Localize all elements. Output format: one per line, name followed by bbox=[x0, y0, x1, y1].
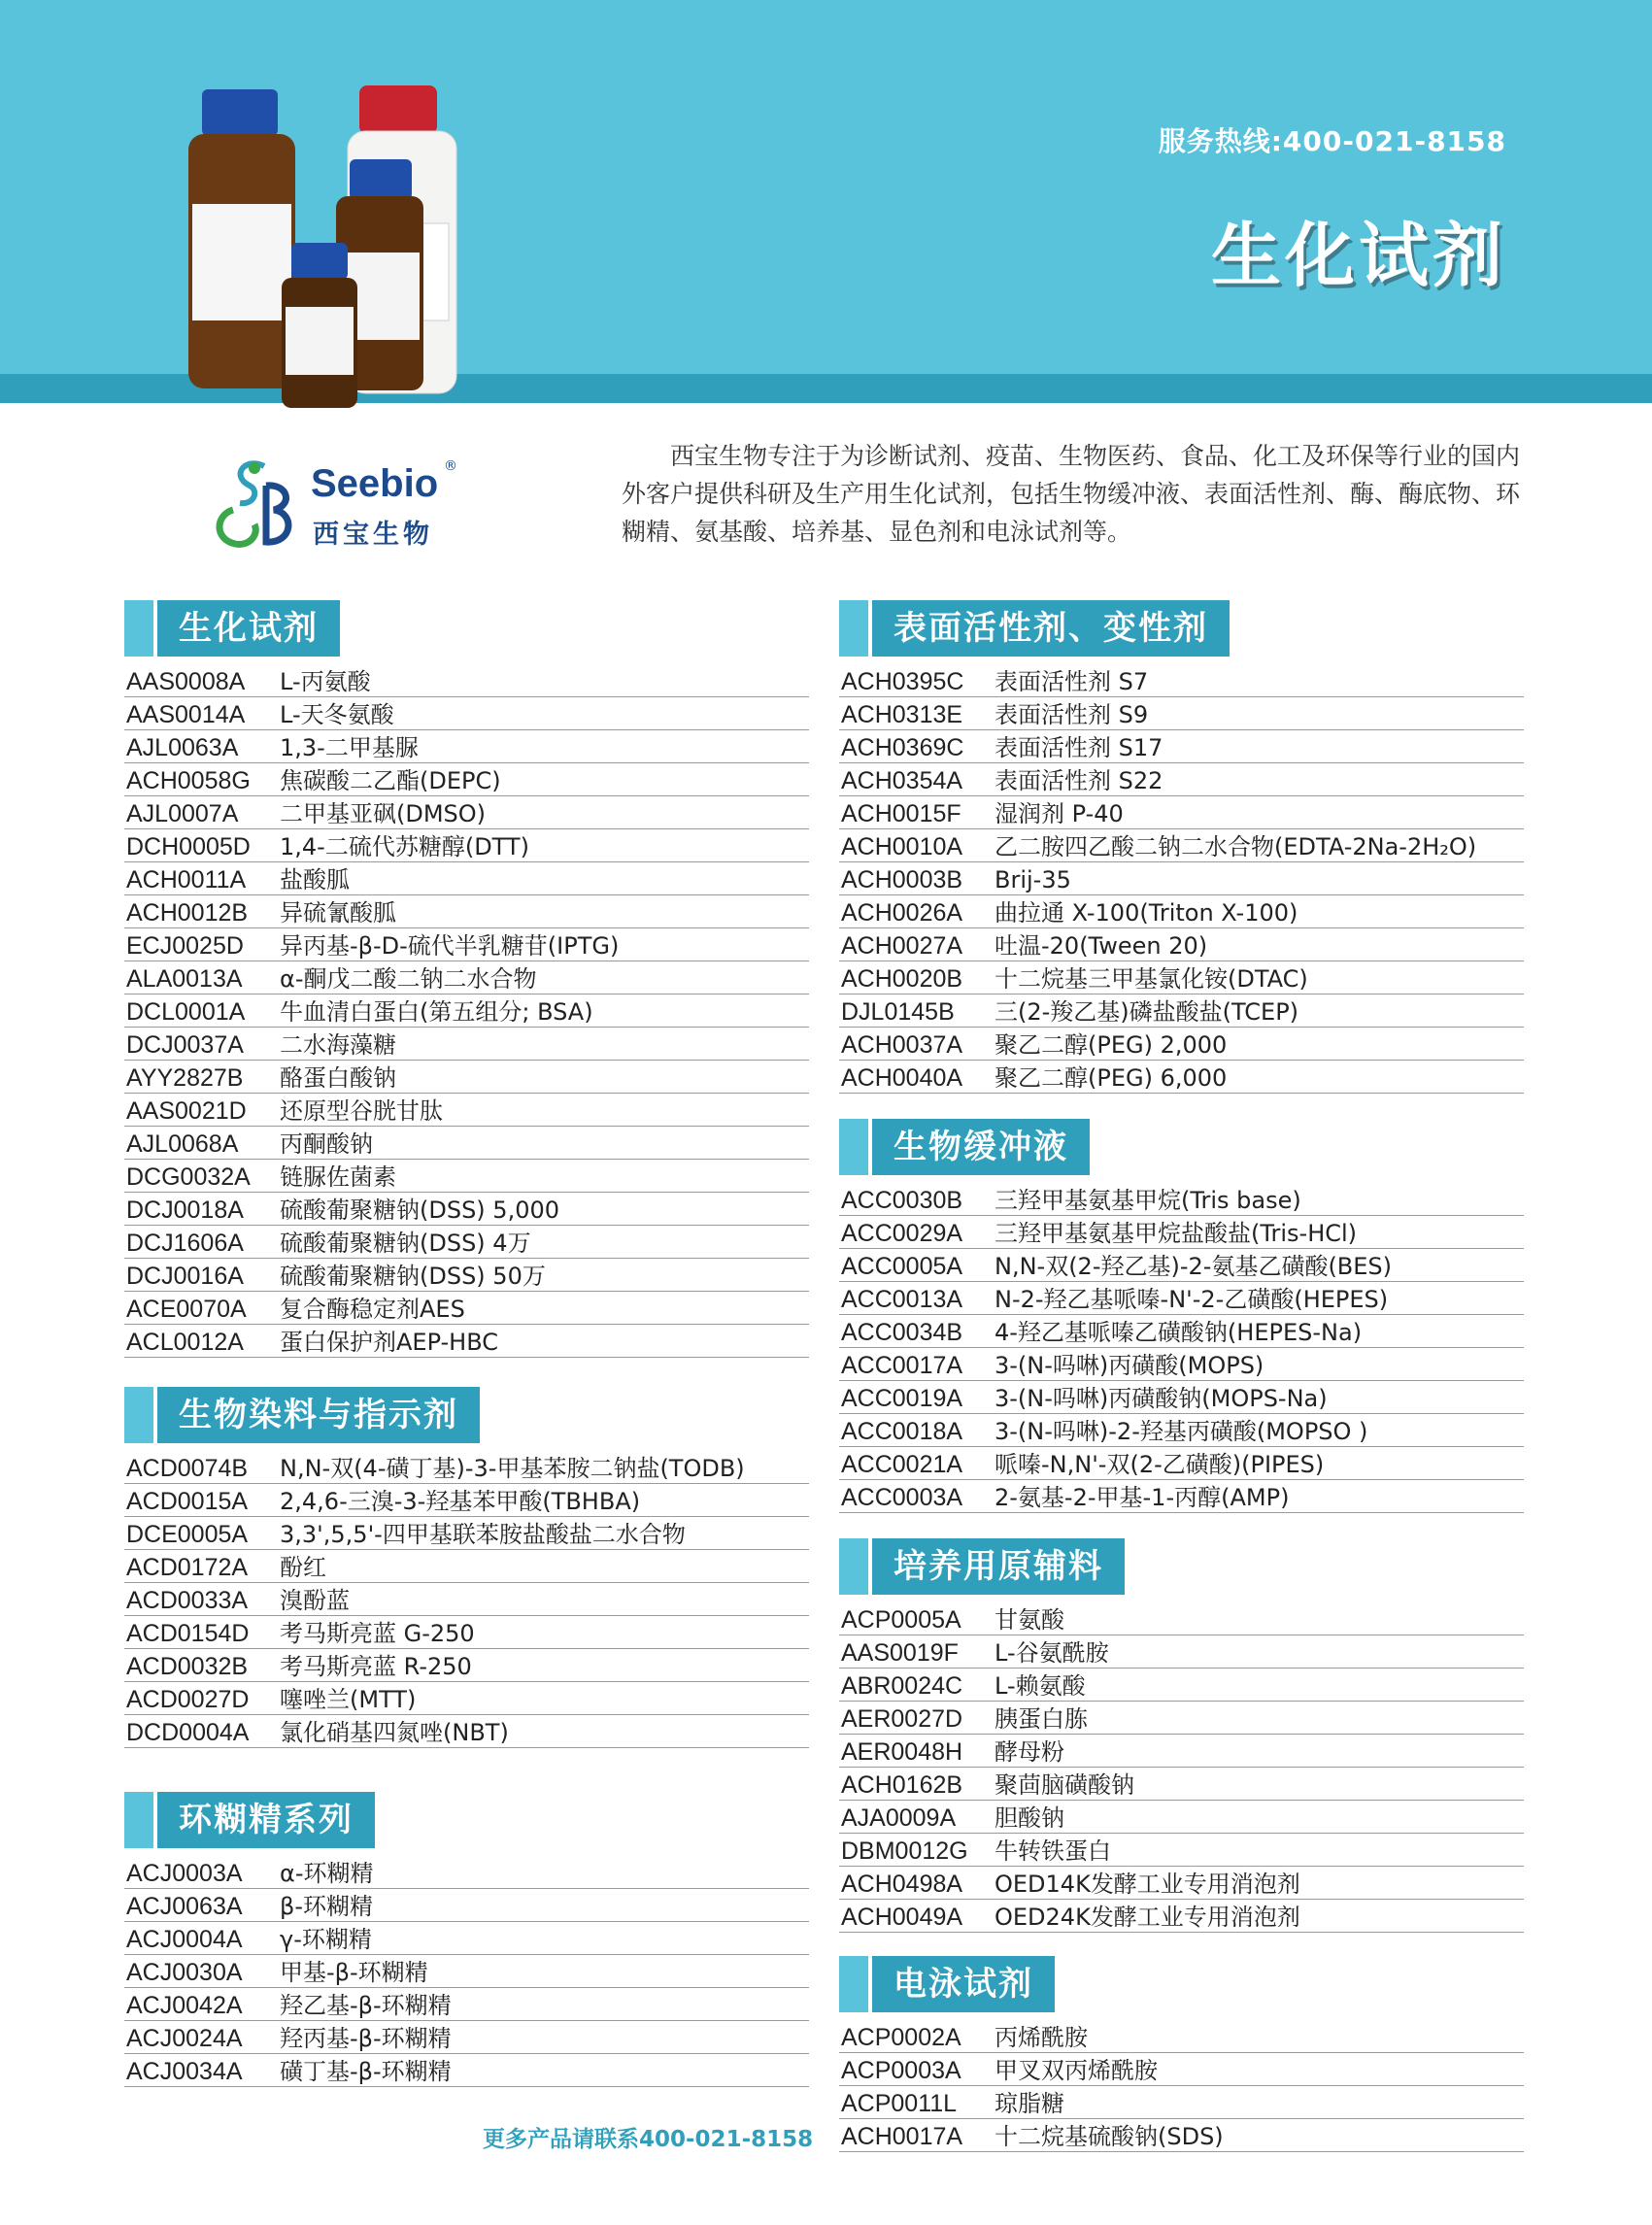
product-row bbox=[839, 1702, 1524, 1735]
section-culture-materials bbox=[839, 1538, 1524, 1933]
product-code: DJL0145B bbox=[841, 998, 955, 1026]
product-code: ACJ0004A bbox=[126, 1926, 243, 1953]
product-name: 焦碳酸二乙酯(DEPC) bbox=[280, 767, 501, 794]
page-title: 生化试剂 bbox=[1210, 215, 1506, 296]
section-accent bbox=[839, 1956, 868, 2012]
product-name: 表面活性剂 S7 bbox=[995, 668, 1149, 695]
product-row bbox=[839, 1414, 1524, 1447]
product-code: ACC0029A bbox=[841, 1220, 963, 1247]
product-name: 酪蛋白酸钠 bbox=[280, 1064, 396, 1092]
product-name: α-环糊精 bbox=[280, 1860, 374, 1887]
section-biochemical-reagents bbox=[124, 600, 809, 1358]
product-code: ACD0032B bbox=[126, 1653, 249, 1680]
product-row bbox=[839, 862, 1524, 895]
product-row bbox=[124, 664, 809, 697]
product-name: 噻唑兰(MTT) bbox=[280, 1686, 417, 1713]
product-row bbox=[124, 1517, 809, 1550]
product-name: 乙二胺四乙酸二钠二水合物(EDTA-2Na-2H₂O) bbox=[995, 833, 1477, 860]
product-code: ACH0040A bbox=[841, 1064, 963, 1092]
footer-contact-note: 更多产品请联系400-021-8158 bbox=[483, 2127, 814, 2152]
product-list bbox=[124, 664, 809, 1358]
product-code: ACH0012B bbox=[126, 899, 249, 927]
product-code: ACJ0063A bbox=[126, 1893, 243, 1920]
product-code: ALA0013A bbox=[126, 965, 243, 993]
product-code: DCE0005A bbox=[126, 1521, 249, 1548]
section-title: 培养用原辅料 bbox=[872, 1538, 1125, 1595]
product-code: ACJ0024A bbox=[126, 2025, 243, 2052]
section-header bbox=[839, 1538, 1524, 1595]
product-row bbox=[839, 1249, 1524, 1282]
product-name: L-天冬氨酸 bbox=[280, 701, 394, 728]
product-name: 考马斯亮蓝 R-250 bbox=[280, 1653, 472, 1680]
product-code: ACE0070A bbox=[126, 1296, 247, 1323]
product-code: ACH0026A bbox=[841, 899, 963, 927]
product-code: ACP0011L bbox=[841, 2090, 958, 2117]
product-row bbox=[124, 1292, 809, 1325]
section-surfactants-denaturants bbox=[839, 600, 1524, 1094]
product-name: 哌嗪-N,N'-双(2-乙磺酸)(PIPES) bbox=[995, 1451, 1325, 1478]
product-name: 链脲佐菌素 bbox=[280, 1163, 396, 1191]
product-code: DBM0012G bbox=[841, 1837, 968, 1865]
product-row bbox=[124, 1550, 809, 1583]
product-code: DCJ0016A bbox=[126, 1263, 244, 1290]
product-name: 表面活性剂 S17 bbox=[995, 734, 1163, 761]
product-row bbox=[124, 1583, 809, 1616]
product-code: ACD0027D bbox=[126, 1686, 250, 1713]
product-name: 酚红 bbox=[280, 1554, 326, 1581]
product-code: ACC0034B bbox=[841, 1319, 963, 1346]
product-code: ACC0030B bbox=[841, 1187, 963, 1214]
product-code: ACH0395C bbox=[841, 668, 964, 695]
product-name: 1,4-二硫代苏糖醇(DTT) bbox=[280, 833, 529, 860]
section-title: 生物染料与指示剂 bbox=[157, 1387, 480, 1443]
product-name: 异硫氰酸胍 bbox=[280, 899, 396, 927]
product-code: ACD0172A bbox=[126, 1554, 249, 1581]
product-code: AAS0008A bbox=[126, 668, 246, 695]
product-row bbox=[124, 1856, 809, 1889]
product-row bbox=[124, 1889, 809, 1922]
product-name: 3-(N-吗啉)-2-羟基丙磺酸(MOPSO ) bbox=[995, 1418, 1368, 1445]
product-code: ACH0010A bbox=[841, 833, 963, 860]
product-row bbox=[839, 1834, 1524, 1867]
section-accent bbox=[839, 1538, 868, 1595]
product-name: 丙烯酰胺 bbox=[995, 2024, 1088, 2051]
product-code: DCL0001A bbox=[126, 998, 246, 1026]
product-row bbox=[839, 1602, 1524, 1635]
service-hotline: 服务热线:400-021-8158 bbox=[1158, 125, 1506, 157]
product-name: 盐酸胍 bbox=[280, 866, 350, 893]
product-row bbox=[124, 763, 809, 796]
product-name: α-酮戊二酸二钠二水合物 bbox=[280, 965, 537, 993]
section-title: 电泳试剂 bbox=[872, 1956, 1055, 2012]
product-name: 甘氨酸 bbox=[995, 1606, 1064, 1634]
product-name: L-谷氨酰胺 bbox=[995, 1639, 1109, 1667]
product-name: 三(2-羧乙基)磷盐酸盐(TCEP) bbox=[995, 998, 1299, 1026]
product-name: β-环糊精 bbox=[280, 1893, 373, 1920]
product-row bbox=[839, 1061, 1524, 1094]
product-row bbox=[839, 1801, 1524, 1834]
product-code: ACD0015A bbox=[126, 1488, 249, 1515]
section-header bbox=[839, 1119, 1524, 1175]
product-name: 牛血清白蛋白(第五组分; BSA) bbox=[280, 998, 593, 1026]
product-row bbox=[839, 697, 1524, 730]
product-row bbox=[124, 961, 809, 995]
product-code: ACD0033A bbox=[126, 1587, 249, 1614]
product-code: ACP0002A bbox=[841, 2024, 961, 2051]
product-name: 曲拉通 X-100(Triton X-100) bbox=[995, 899, 1298, 927]
product-name: 三羟甲基氨基甲烷盐酸盐(Tris-HCl) bbox=[995, 1220, 1358, 1247]
product-code: AYY2827B bbox=[126, 1064, 244, 1092]
product-row bbox=[839, 796, 1524, 829]
product-row bbox=[839, 1315, 1524, 1348]
product-row bbox=[839, 763, 1524, 796]
product-name: 溴酚蓝 bbox=[280, 1587, 350, 1614]
product-row bbox=[839, 1900, 1524, 1933]
product-name: 硫酸葡聚糖钠(DSS) 5,000 bbox=[280, 1197, 560, 1224]
product-code: ACP0005A bbox=[841, 1606, 961, 1634]
product-row bbox=[124, 1484, 809, 1517]
section-title: 生物缓冲液 bbox=[872, 1119, 1090, 1175]
product-row bbox=[124, 796, 809, 829]
section-accent bbox=[839, 1119, 868, 1175]
product-row bbox=[839, 1635, 1524, 1669]
product-name: 胰蛋白胨 bbox=[995, 1705, 1088, 1733]
seebio-logo bbox=[206, 456, 458, 563]
product-row bbox=[124, 895, 809, 928]
intro-paragraph: 西宝生物专注于为诊断试剂、疫苗、生物医药、食品、化工及环保等行业的国内外客户提供科研及生产用生化试剂，包括生物缓冲液、表面活性剂、酶、酶底物、环糊精、氨基酸、培养基、显色剂和电泳试剂等。 bbox=[622, 442, 1521, 546]
product-name: OED24K发酵工业专用消泡剂 bbox=[995, 1904, 1300, 1931]
product-name: 3-(N-吗啉)丙磺酸钠(MOPS-Na) bbox=[995, 1385, 1328, 1412]
section-dyes-indicators bbox=[124, 1387, 809, 1748]
product-code: ABR0024C bbox=[841, 1672, 963, 1700]
product-name: 1,3-二甲基脲 bbox=[280, 734, 419, 761]
section-accent bbox=[839, 600, 868, 657]
product-name: 2-氨基-2-甲基-1-丙醇(AMP) bbox=[995, 1484, 1290, 1511]
product-row bbox=[124, 995, 809, 1028]
reagent-bottles-image bbox=[185, 78, 534, 418]
product-row bbox=[839, 829, 1524, 862]
product-name: 考马斯亮蓝 G-250 bbox=[280, 1620, 475, 1647]
product-row bbox=[839, 1381, 1524, 1414]
product-code: ACC0003A bbox=[841, 1484, 963, 1511]
product-name: 牛转铁蛋白 bbox=[995, 1837, 1111, 1865]
product-row bbox=[124, 1988, 809, 2021]
product-code: ACH0011A bbox=[126, 866, 247, 893]
product-code: ACC0019A bbox=[841, 1385, 963, 1412]
product-row bbox=[839, 1282, 1524, 1315]
product-name: 蛋白保护剂AEP-HBC bbox=[280, 1329, 499, 1356]
product-code: ACP0003A bbox=[841, 2057, 961, 2084]
product-name: 聚乙二醇(PEG) 2,000 bbox=[995, 1031, 1228, 1059]
product-name: 二甲基亚砜(DMSO) bbox=[280, 800, 487, 827]
product-code: AER0027D bbox=[841, 1705, 963, 1733]
product-name: OED14K发酵工业专用消泡剂 bbox=[995, 1871, 1300, 1898]
product-row bbox=[124, 1325, 809, 1358]
product-code: ACC0013A bbox=[841, 1286, 963, 1313]
product-code: AAS0021D bbox=[126, 1097, 247, 1125]
logo-text-cn: 西宝生物 bbox=[313, 520, 433, 550]
product-code: ACH0049A bbox=[841, 1904, 963, 1931]
product-code: ACJ0003A bbox=[126, 1860, 243, 1887]
product-name: 4-羟乙基哌嗪乙磺酸钠(HEPES-Na) bbox=[995, 1319, 1363, 1346]
product-code: DCD0004A bbox=[126, 1719, 250, 1746]
product-row bbox=[839, 2020, 1524, 2053]
product-name: 二水海藻糖 bbox=[280, 1031, 396, 1059]
product-code: AJA0009A bbox=[841, 1804, 957, 1832]
section-title: 环糊精系列 bbox=[157, 1792, 375, 1848]
logo-text-en: Seebio bbox=[311, 462, 439, 505]
product-row bbox=[839, 1216, 1524, 1249]
product-code: ECJ0025D bbox=[126, 932, 244, 960]
product-name: 琼脂糖 bbox=[995, 2090, 1064, 2117]
section-accent bbox=[124, 1792, 153, 1848]
product-name: 复合酶稳定剂AES bbox=[280, 1296, 465, 1323]
product-row bbox=[124, 2054, 809, 2087]
section-cyclodextrins bbox=[124, 1792, 809, 2087]
product-name: 磺丁基-β-环糊精 bbox=[280, 2058, 452, 2085]
product-row bbox=[124, 697, 809, 730]
section-header bbox=[839, 600, 1524, 657]
product-name: 十二烷基三甲基氯化铵(DTAC) bbox=[995, 965, 1308, 993]
product-code: AJL0063A bbox=[126, 734, 239, 761]
product-row bbox=[124, 928, 809, 961]
product-code: ACH0354A bbox=[841, 767, 963, 794]
product-list bbox=[839, 1183, 1524, 1513]
product-row bbox=[124, 1715, 809, 1748]
product-code: DCG0032A bbox=[126, 1163, 251, 1191]
product-row bbox=[839, 1867, 1524, 1900]
product-row bbox=[124, 1061, 809, 1094]
product-row bbox=[124, 1127, 809, 1160]
product-name: 硫酸葡聚糖钠(DSS) 50万 bbox=[280, 1263, 546, 1290]
product-code: AAS0014A bbox=[126, 701, 246, 728]
product-name: 聚乙二醇(PEG) 6,000 bbox=[995, 1064, 1228, 1092]
product-name: 吐温-20(Tween 20) bbox=[995, 932, 1208, 960]
product-row bbox=[124, 1616, 809, 1649]
product-code: ACH0058G bbox=[126, 767, 251, 794]
product-row bbox=[124, 1259, 809, 1292]
product-code: DCJ1606A bbox=[126, 1230, 244, 1257]
product-row bbox=[124, 1160, 809, 1193]
section-accent bbox=[124, 600, 153, 657]
product-name: L-丙氨酸 bbox=[280, 668, 371, 695]
product-name: 羟丙基-β-环糊精 bbox=[280, 2025, 452, 2052]
product-code: ACJ0042A bbox=[126, 1992, 243, 2019]
product-name: 硫酸葡聚糖钠(DSS) 4万 bbox=[280, 1230, 531, 1257]
product-code: AAS0019F bbox=[841, 1639, 959, 1667]
product-row bbox=[839, 1480, 1524, 1513]
product-name: 甲叉双丙烯酰胺 bbox=[995, 2057, 1158, 2084]
product-row bbox=[124, 1226, 809, 1259]
product-code: ACH0015F bbox=[841, 800, 961, 827]
product-name: N,N-双(4-磺丁基)-3-甲基苯胺二钠盐(TODB) bbox=[280, 1455, 745, 1482]
product-name: 氯化硝基四氮唑(NBT) bbox=[280, 1719, 509, 1746]
product-row bbox=[839, 1735, 1524, 1768]
product-name: 3-(N-吗啉)丙磺酸(MOPS) bbox=[995, 1352, 1264, 1379]
product-row bbox=[839, 2086, 1524, 2119]
product-code: ACC0021A bbox=[841, 1451, 963, 1478]
product-code: ACH0020B bbox=[841, 965, 963, 993]
product-code: ACH0313E bbox=[841, 701, 963, 728]
product-row bbox=[839, 664, 1524, 697]
product-row bbox=[124, 1193, 809, 1226]
product-name: 2,4,6-三溴-3-羟基苯甲酸(TBHBA) bbox=[280, 1488, 641, 1515]
section-biological-buffers bbox=[839, 1119, 1524, 1513]
product-code: ACJ0030A bbox=[126, 1959, 243, 1986]
product-name: Brij-35 bbox=[995, 866, 1071, 893]
product-row bbox=[839, 1028, 1524, 1061]
product-code: DCJ0037A bbox=[126, 1031, 244, 1059]
product-row bbox=[839, 2053, 1524, 2086]
product-name: N,N-双(2-羟乙基)-2-氨基乙磺酸(BES) bbox=[995, 1253, 1393, 1280]
product-code: ACC0017A bbox=[841, 1352, 963, 1379]
product-code: ACH0017A bbox=[841, 2123, 963, 2150]
product-row bbox=[839, 1669, 1524, 1702]
product-name: 十二烷基硫酸钠(SDS) bbox=[995, 2123, 1224, 2150]
product-row bbox=[839, 730, 1524, 763]
product-code: ACD0154D bbox=[126, 1620, 250, 1647]
product-name: 胆酸钠 bbox=[995, 1804, 1064, 1832]
product-name: 表面活性剂 S22 bbox=[995, 767, 1163, 794]
product-list bbox=[124, 1451, 809, 1748]
product-row bbox=[839, 961, 1524, 995]
product-code: ACH0369C bbox=[841, 734, 964, 761]
product-name: 羟乙基-β-环糊精 bbox=[280, 1992, 452, 2019]
product-name: 丙酮酸钠 bbox=[280, 1130, 373, 1158]
section-accent bbox=[124, 1387, 153, 1443]
product-row bbox=[124, 730, 809, 763]
section-title: 生化试剂 bbox=[157, 600, 340, 657]
product-row bbox=[839, 2119, 1524, 2152]
product-row bbox=[839, 928, 1524, 961]
product-list bbox=[839, 664, 1524, 1094]
section-electrophoresis-reagents bbox=[839, 1956, 1524, 2152]
product-list bbox=[124, 1856, 809, 2087]
product-list bbox=[839, 1602, 1524, 1933]
product-list bbox=[839, 2020, 1524, 2152]
product-name: 3,3',5,5'-四甲基联苯胺盐酸盐二水合物 bbox=[280, 1521, 686, 1548]
product-name: γ-环糊精 bbox=[280, 1926, 372, 1953]
product-row bbox=[124, 1451, 809, 1484]
logo-registered-mark: ® bbox=[444, 458, 457, 474]
section-header bbox=[839, 1956, 1524, 2012]
product-code: ACH0162B bbox=[841, 1771, 963, 1799]
product-name: 三羟甲基氨基甲烷(Tris base) bbox=[995, 1187, 1301, 1214]
product-row bbox=[124, 1028, 809, 1061]
section-title: 表面活性剂、变性剂 bbox=[872, 600, 1230, 657]
product-name: 湿润剂 P-40 bbox=[995, 800, 1124, 827]
product-name: 异丙基-β-D-硫代半乳糖苷(IPTG) bbox=[280, 932, 620, 960]
product-row bbox=[124, 1682, 809, 1715]
section-header bbox=[124, 600, 809, 657]
product-code: ACH0037A bbox=[841, 1031, 963, 1059]
product-row bbox=[839, 995, 1524, 1028]
section-header bbox=[124, 1387, 809, 1443]
product-row bbox=[839, 1183, 1524, 1216]
product-code: ACH0498A bbox=[841, 1871, 963, 1898]
product-row bbox=[839, 1768, 1524, 1801]
section-header bbox=[124, 1792, 809, 1848]
product-row bbox=[124, 1094, 809, 1127]
product-row bbox=[839, 1348, 1524, 1381]
product-name: 甲基-β-环糊精 bbox=[280, 1959, 428, 1986]
product-code: ACH0027A bbox=[841, 932, 963, 960]
product-name: L-赖氨酸 bbox=[995, 1672, 1086, 1700]
product-code: AER0048H bbox=[841, 1738, 963, 1766]
product-code: ACC0005A bbox=[841, 1253, 963, 1280]
product-row bbox=[124, 1955, 809, 1988]
product-code: ACH0003B bbox=[841, 866, 963, 893]
product-code: DCH0005D bbox=[126, 833, 251, 860]
product-code: ACL0012A bbox=[126, 1329, 244, 1356]
product-row bbox=[124, 1922, 809, 1955]
product-name: 酵母粉 bbox=[995, 1738, 1064, 1766]
product-row bbox=[124, 829, 809, 862]
product-row bbox=[839, 895, 1524, 928]
product-row bbox=[839, 1447, 1524, 1480]
product-code: DCJ0018A bbox=[126, 1197, 244, 1224]
product-code: ACJ0034A bbox=[126, 2058, 243, 2085]
seebio-logo-mark-icon bbox=[206, 456, 313, 554]
product-name: 还原型谷胱甘肽 bbox=[280, 1097, 443, 1125]
product-code: ACC0018A bbox=[841, 1418, 963, 1445]
product-row bbox=[124, 862, 809, 895]
product-name: 聚茴脑磺酸钠 bbox=[995, 1771, 1134, 1799]
product-code: AJL0007A bbox=[126, 800, 239, 827]
product-row bbox=[124, 1649, 809, 1682]
product-code: ACD0074B bbox=[126, 1455, 249, 1482]
product-row bbox=[124, 2021, 809, 2054]
product-name: 表面活性剂 S9 bbox=[995, 701, 1149, 728]
product-code: AJL0068A bbox=[126, 1130, 239, 1158]
product-name: N-2-羟乙基哌嗪-N'-2-乙磺酸(HEPES) bbox=[995, 1286, 1389, 1313]
